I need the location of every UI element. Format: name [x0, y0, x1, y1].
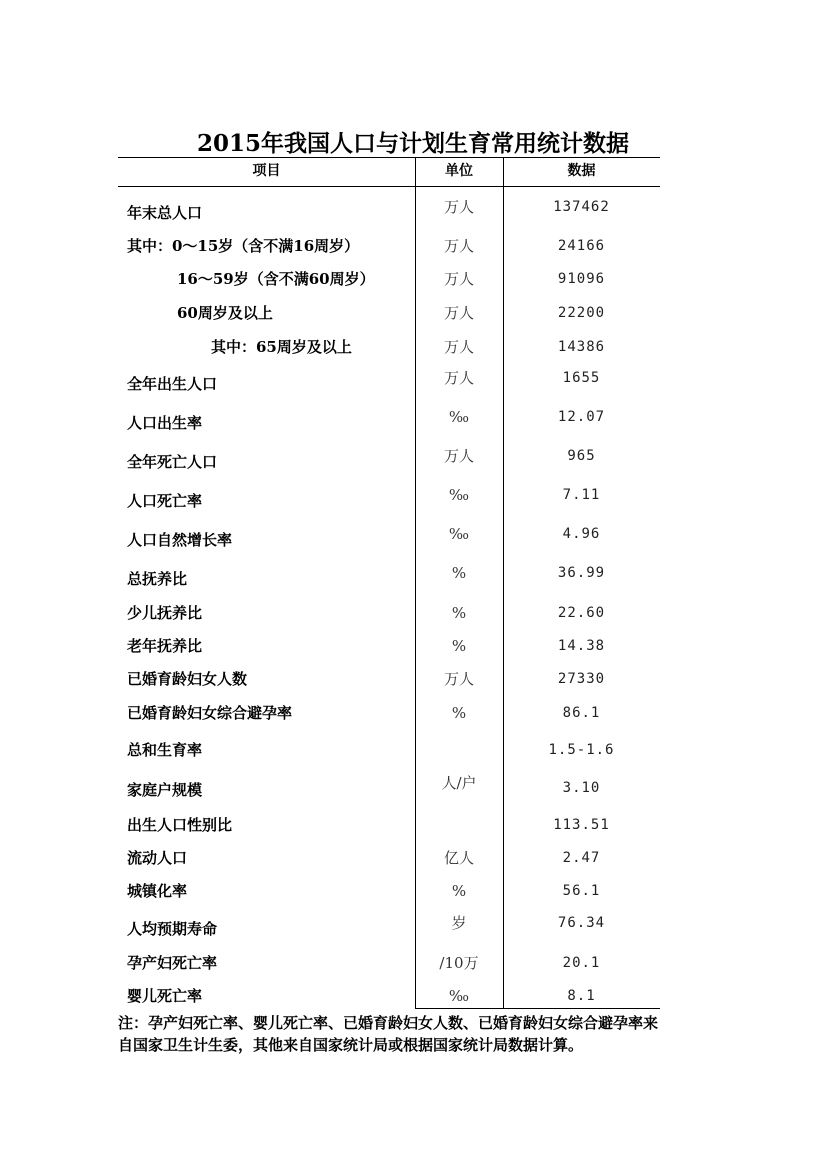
header-item: 项目 — [252, 163, 281, 179]
row-value: 3.10 — [562, 780, 601, 796]
footnote-line: 注：孕产妇死亡率、婴儿死亡率、已婚育龄妇女人数、已婚育龄妇女综合避孕率来 — [118, 1014, 659, 1032]
row-item: 人均预期寿命 — [127, 920, 218, 938]
footnote-line: 自国家卫生计生委，其他来自国家统计局或根据国家统计局数据计算。 — [118, 1036, 584, 1054]
row-unit: ‰ — [448, 987, 470, 1005]
row-item: 少儿抚养比 — [127, 604, 203, 622]
row-item: 家庭户规模 — [127, 781, 203, 799]
row-unit: 万人 — [443, 369, 474, 387]
row-unit: % — [451, 604, 467, 622]
row-value: 14.38 — [557, 638, 606, 654]
row-value: 1655 — [562, 370, 601, 386]
row-unit: ‰ — [448, 525, 470, 543]
row-item: 60周岁及以上 — [177, 304, 273, 322]
row-value: 56.1 — [562, 883, 601, 899]
row-item: 人口死亡率 — [127, 492, 203, 510]
row-unit: 万人 — [443, 237, 474, 255]
row-value: 4.96 — [562, 526, 601, 542]
row-item: 全年死亡人口 — [127, 453, 218, 471]
row-item: 总和生育率 — [127, 741, 203, 759]
row-value: 14386 — [557, 339, 606, 355]
row-unit: % — [451, 637, 467, 655]
table-top-rule — [118, 157, 660, 158]
row-value: 2.47 — [562, 850, 601, 866]
row-value: 76.34 — [557, 915, 606, 931]
row-item: 婴儿死亡率 — [127, 987, 203, 1005]
row-unit: 万人 — [443, 270, 474, 288]
row-item: 已婚育龄妇女人数 — [127, 670, 248, 688]
row-value: 1.5-1.6 — [548, 742, 615, 758]
row-unit: ‰ — [448, 408, 470, 426]
row-value: 7.11 — [562, 487, 601, 503]
row-unit: 岁 — [451, 914, 467, 932]
row-unit: 万人 — [443, 670, 474, 688]
table-bottom-rule — [415, 1008, 660, 1009]
row-value: 137462 — [553, 199, 610, 215]
row-item: 其中：65周岁及以上 — [211, 338, 352, 356]
row-value: 22.60 — [557, 605, 606, 621]
row-item: 老年抚养比 — [127, 637, 203, 655]
row-unit: % — [451, 882, 467, 900]
row-value: 86.1 — [562, 705, 601, 721]
row-value: 113.51 — [553, 817, 610, 833]
row-value: 27330 — [557, 671, 606, 687]
row-unit: ‰ — [448, 486, 470, 504]
row-item: 城镇化率 — [127, 882, 188, 900]
row-item: 流动人口 — [127, 849, 188, 867]
row-item: 总抚养比 — [127, 570, 188, 588]
row-value: 12.07 — [557, 409, 606, 425]
row-unit: % — [451, 704, 467, 722]
row-item: 人口出生率 — [127, 414, 203, 432]
row-value: 965 — [567, 448, 596, 464]
row-unit: 万人 — [443, 338, 474, 356]
row-unit: /10万 — [439, 954, 479, 972]
row-unit: 万人 — [443, 447, 474, 465]
row-unit: % — [451, 564, 467, 582]
row-unit: 亿人 — [443, 849, 474, 867]
row-item: 年末总人口 — [127, 204, 203, 222]
row-value: 24166 — [557, 238, 606, 254]
row-value: 91096 — [557, 271, 606, 287]
row-value: 8.1 — [567, 988, 596, 1004]
header-unit: 单位 — [445, 163, 473, 179]
row-item: 16～59岁（含不满60周岁） — [177, 270, 375, 288]
row-item: 已婚育龄妇女综合避孕率 — [127, 704, 293, 722]
row-unit: 万人 — [443, 198, 474, 216]
row-value: 22200 — [557, 305, 606, 321]
page-title: 2015年我国人口与计划生育常用统计数据 — [196, 130, 629, 157]
row-unit: 万人 — [443, 304, 474, 322]
row-item: 人口自然增长率 — [127, 531, 233, 549]
header-bottom-rule — [118, 186, 660, 187]
footnote — [118, 1012, 728, 1056]
row-item: 其中：0～15岁（含不满16周岁） — [127, 237, 360, 255]
row-value: 36.99 — [557, 565, 606, 581]
row-unit: 人/户 — [441, 774, 477, 792]
row-item: 出生人口性别比 — [127, 816, 233, 834]
header-value: 数据 — [567, 163, 596, 179]
row-item: 孕产妇死亡率 — [127, 954, 218, 972]
row-value: 20.1 — [562, 955, 601, 971]
row-item: 全年出生人口 — [127, 375, 218, 393]
